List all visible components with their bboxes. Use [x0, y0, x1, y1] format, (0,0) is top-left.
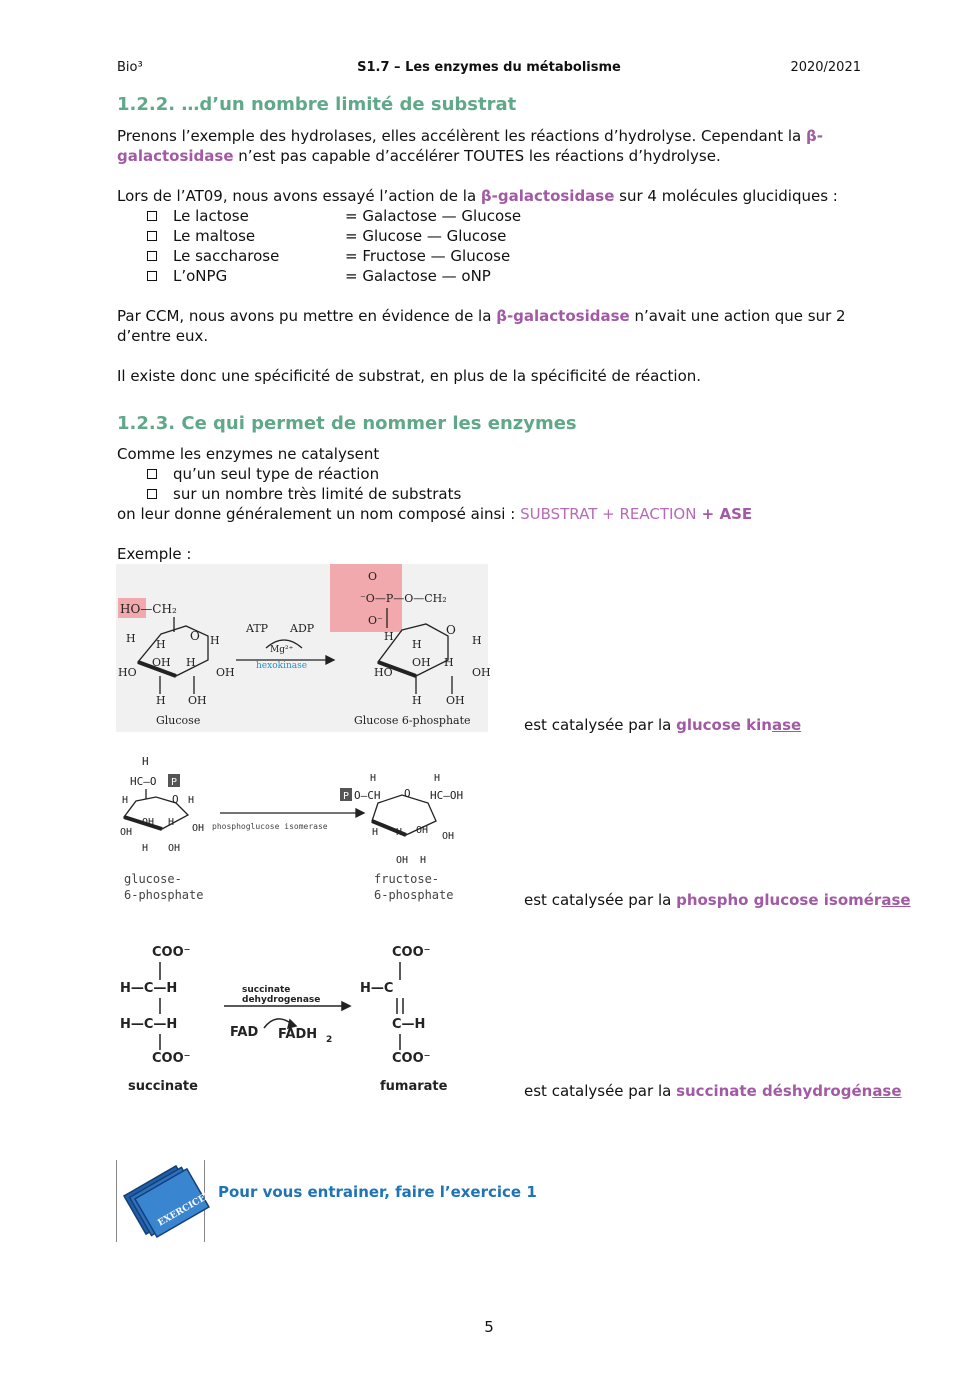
svg-text:OH: OH: [120, 827, 133, 838]
item-value: = Glucose — Glucose: [345, 227, 507, 245]
svg-text:H: H: [156, 638, 166, 651]
svg-text:HC—OH: HC—OH: [430, 789, 464, 802]
svg-text:OH: OH: [216, 666, 235, 679]
paragraph-ccm: [117, 306, 867, 346]
svg-text:H—C—H: H—C—H: [120, 1017, 178, 1032]
rule-text: on leur donne généralement un nom composé ainsi :: [117, 505, 521, 523]
fig1-cofactor-out: ADP: [290, 622, 315, 635]
svg-text:OH: OH: [142, 817, 155, 828]
checkbox-icon: [147, 271, 157, 281]
fig2-reactant: glucose-: [124, 872, 182, 886]
section-heading-substrat: 1.2.2. …d’un nombre limité de substrat: [117, 94, 517, 115]
svg-text:H: H: [210, 634, 220, 647]
figure-succinate: [116, 936, 456, 1100]
header-title: S1.7 – Les enzymes du métabolisme: [357, 60, 621, 75]
cat-enzyme: succinate déshydrogén: [676, 1082, 873, 1100]
cat-prefix: est catalysée par la: [524, 716, 677, 734]
svg-text:H: H: [122, 795, 129, 806]
svg-text:COO⁻: COO⁻: [392, 945, 431, 960]
item-value: = Fructose — Glucose: [345, 247, 511, 265]
svg-text:H: H: [186, 656, 196, 669]
svg-text:C—H: C—H: [392, 1017, 426, 1032]
svg-text:COO⁻: COO⁻: [152, 945, 191, 960]
cat-prefix: est catalysée par la: [524, 1082, 677, 1100]
svg-text:HO: HO: [374, 666, 393, 679]
rule-ase: ASE: [719, 505, 753, 523]
svg-text:OH: OH: [188, 694, 207, 707]
fig1-product: Glucose 6-phosphate: [354, 714, 471, 727]
svg-text:O: O: [172, 793, 179, 806]
fig3-cofactor-in: FAD: [230, 1025, 259, 1040]
svg-text:H: H: [156, 694, 166, 707]
section-heading-nommer: 1.2.3. Ce qui permet de nommer les enzymes: [117, 413, 577, 434]
svg-text:H: H: [372, 827, 379, 838]
glucide-list: [147, 206, 521, 286]
p3-text-a: Par CCM, nous avons pu mettre en évidence de la: [117, 307, 497, 325]
rule-formula: SUBSTRAT + REACTION: [520, 505, 697, 523]
item-name: Le maltose: [173, 227, 256, 245]
svg-text:OH: OH: [412, 656, 431, 669]
svg-text:H: H: [412, 638, 422, 651]
p2-enzyme: β-galactosidase: [480, 187, 615, 205]
fig2-product-line2: 6-phosphate: [374, 888, 454, 902]
svg-text:OH: OH: [446, 694, 465, 707]
svg-text:H: H: [370, 773, 377, 784]
svg-text:H: H: [434, 773, 441, 784]
fig3-enzyme-line1: succinate: [242, 985, 291, 995]
svg-text:H: H: [444, 656, 454, 669]
svg-text:OH: OH: [152, 656, 171, 669]
svg-text:HO—CH₂: HO—CH₂: [120, 602, 177, 616]
item-text: sur un nombre très limité de substrats: [173, 485, 462, 503]
item-name: Le saccharose: [173, 247, 280, 265]
list-item: [147, 266, 521, 286]
figure-hexokinase: [116, 564, 491, 732]
item-value: = Galactose — oNP: [345, 267, 491, 285]
cat-enzyme: phospho glucose isomér: [676, 891, 882, 909]
cat-suffix: ase: [771, 716, 802, 734]
checkbox-icon: [147, 251, 157, 261]
item-name: L’oNPG: [173, 267, 228, 285]
svg-text:H: H: [168, 817, 175, 828]
svg-text:O: O: [368, 570, 378, 583]
catalysis-sentence-2: [524, 891, 911, 909]
cat-suffix: ase: [872, 1082, 902, 1100]
svg-text:H: H: [420, 855, 427, 866]
svg-text:⁻O—P—O—CH₂: ⁻O—P—O—CH₂: [360, 592, 447, 605]
page-number: 5: [484, 1318, 494, 1336]
paragraph-at09: [117, 186, 867, 206]
checkbox-icon: [147, 211, 157, 221]
p1-text-c: n’est pas capable d’accélérer TOUTES les réactions d’hydrolyse.: [233, 147, 721, 165]
paragraph-naming-rule: [117, 504, 867, 524]
fig1-enzyme: hexokinase: [256, 661, 308, 671]
fig3-product: fumarate: [380, 1079, 448, 1094]
p1-text-a: Prenons l’exemple des hydrolases, elles accélèrent les réactions d’hydrolyse. Cependant la: [117, 127, 806, 145]
svg-text:H: H: [188, 795, 195, 806]
svg-text:H—C: H—C: [360, 981, 394, 996]
fig1-ion: Mg²⁺: [270, 645, 294, 655]
svg-text:P: P: [343, 791, 350, 802]
svg-text:H: H: [142, 843, 149, 854]
list-item: [147, 246, 521, 266]
svg-text:O: O: [446, 623, 456, 637]
catalysis-sentence-3: [524, 1082, 902, 1100]
p2-text-c: sur 4 molécules glucidiques :: [614, 187, 838, 205]
fig2-reactant-line2: 6-phosphate: [124, 888, 204, 902]
rule-plus: +: [696, 505, 720, 523]
svg-text:O⁻: O⁻: [368, 614, 383, 627]
svg-text:HC—O: HC—O: [130, 775, 157, 788]
list-item: [147, 206, 521, 226]
svg-text:H: H: [384, 630, 394, 643]
svg-text:OH: OH: [416, 825, 429, 836]
fig1-reactant: Glucose: [156, 714, 201, 727]
fig2-enzyme: phosphoglucose isomerase: [212, 822, 328, 831]
fig3-cofactor-out: FADH: [278, 1027, 318, 1042]
svg-text:P: P: [171, 777, 178, 788]
p3-enzyme: β-galactosidase: [496, 307, 630, 325]
fig3-reactant: succinate: [128, 1079, 198, 1094]
svg-text:OH: OH: [396, 855, 409, 866]
svg-text:HO: HO: [118, 666, 137, 679]
list-item: [147, 226, 521, 246]
fig2-product: fructose-: [374, 872, 440, 886]
svg-text:O: O: [404, 787, 411, 800]
svg-text:H: H: [472, 634, 482, 647]
svg-text:OH: OH: [168, 843, 181, 854]
catalysis-sentence-1: [524, 716, 801, 734]
p1-enzyme: β-galactosidase: [117, 127, 823, 165]
exercise-icon-label: EXERCICES: [156, 1189, 214, 1229]
exercise-book-icon: [117, 1160, 214, 1242]
exercise-link[interactable]: Pour vous entrainer, faire l’exercice 1: [218, 1183, 537, 1201]
svg-text:COO⁻: COO⁻: [152, 1051, 191, 1066]
example-label: Exemple :: [117, 545, 192, 563]
fig1-cofactor-in: ATP: [246, 622, 269, 635]
svg-text:H—C—H: H—C—H: [120, 981, 178, 996]
svg-text:H: H: [412, 694, 422, 707]
svg-text:OH: OH: [192, 823, 205, 834]
checkbox-icon: [147, 469, 157, 479]
paragraph-hydrolases: [117, 126, 867, 166]
item-text: qu’un seul type de réaction: [173, 465, 380, 483]
svg-text:OH: OH: [442, 831, 455, 842]
checkbox-icon: [147, 489, 157, 499]
cat-suffix: ase: [881, 891, 911, 909]
svg-text:O: O: [190, 629, 200, 643]
list-item: [147, 464, 461, 484]
cat-prefix: est catalysée par la: [524, 891, 677, 909]
p2-text-a: Lors de l’AT09, nous avons essayé l’action de la: [117, 187, 481, 205]
item-name: Le lactose: [173, 207, 249, 225]
cat-enzyme: glucose kin: [676, 716, 772, 734]
paragraph-conclusion: Il existe donc une spécificité de substrat, en plus de la spécificité de réaction.: [117, 367, 702, 385]
header-left: Bio³: [117, 60, 143, 75]
svg-text:COO⁻: COO⁻: [392, 1051, 431, 1066]
paragraph-intro: Comme les enzymes ne catalysent: [117, 445, 380, 463]
item-value: = Galactose — Glucose: [345, 207, 522, 225]
svg-text:H: H: [142, 755, 149, 768]
header-year: 2020/2021: [790, 60, 861, 75]
svg-text:O—CH: O—CH: [354, 789, 381, 802]
exercise-box: [116, 1160, 214, 1242]
fig3-subscript: 2: [326, 1035, 333, 1045]
checkbox-icon: [147, 231, 157, 241]
figure-isomerase: [116, 755, 486, 907]
svg-text:H: H: [396, 827, 403, 838]
svg-text:H: H: [126, 632, 136, 645]
svg-text:OH: OH: [472, 666, 491, 679]
fig3-enzyme-line2: dehydrogenase: [242, 995, 321, 1005]
p3-text-c: n’avait une action que sur 2 d’entre eux.: [117, 307, 846, 345]
list-item: [147, 484, 461, 504]
catalysis-list: [147, 464, 461, 504]
